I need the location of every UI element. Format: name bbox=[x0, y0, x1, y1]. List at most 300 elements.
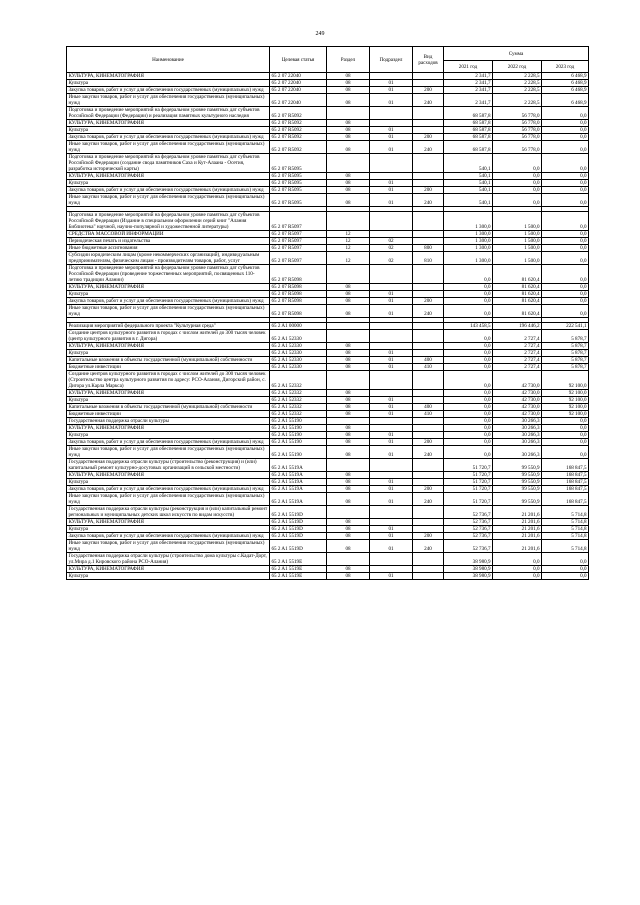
row-target-article: 65 2 07 R5098 bbox=[270, 298, 327, 305]
row-sum-2022: 81 620,4 bbox=[493, 284, 542, 291]
row-target-article: 65 2 07 R5095 bbox=[270, 194, 327, 207]
row-name: Государственная поддержка отрасли культуры bbox=[67, 418, 270, 425]
table-row bbox=[67, 350, 589, 357]
row-sum-2022: 2 727,4 bbox=[493, 357, 542, 364]
row-sum-2022: 0,0 bbox=[493, 187, 542, 194]
row-subsection: 01 bbox=[370, 134, 413, 141]
row-sum-2023: 0,0 bbox=[542, 245, 589, 252]
row-name: Закупка товаров, работ и услуг для обеспечения государственных (муниципальных) нужд bbox=[67, 187, 270, 194]
row-sum-2021: 68 587,8 bbox=[444, 120, 493, 127]
row-sum-2022: 56 778,0 bbox=[493, 107, 542, 120]
row-subsection bbox=[370, 519, 413, 526]
row-name: Иные закупки товаров, работ и услуг для обеспечения государственных (муниципальных) нужд bbox=[67, 305, 270, 318]
row-target-article: 65 2 07 22040 bbox=[270, 80, 327, 87]
row-target-article: 65 2 A1 52330 bbox=[270, 357, 327, 364]
table-row bbox=[67, 432, 589, 439]
row-sum-2022: 0,0 bbox=[493, 194, 542, 207]
row-sum-2023: 6 468,9 bbox=[542, 94, 589, 107]
table-row bbox=[67, 265, 589, 284]
row-sum-2022: 99 550,9 bbox=[493, 486, 542, 493]
row-sum-2021: 0,0 bbox=[444, 330, 493, 343]
table-row bbox=[67, 231, 589, 238]
row-subsection bbox=[370, 371, 413, 390]
row-section bbox=[327, 154, 370, 173]
row-name: Закупка товаров, работ и услуг для обеспечения государственных (муниципальных) нужд bbox=[67, 533, 270, 540]
row-sum-2023: 5 714,8 bbox=[542, 519, 589, 526]
row-sum-2023: 5 878,7 bbox=[542, 350, 589, 357]
row-section: 08 bbox=[327, 526, 370, 533]
row-expense-type bbox=[413, 212, 444, 231]
row-section: 08 bbox=[327, 397, 370, 404]
row-sum-2021: 52 736,7 bbox=[444, 533, 493, 540]
row-sum-2022: 56 778,0 bbox=[493, 134, 542, 141]
table-row bbox=[67, 127, 589, 134]
row-subsection: 01 bbox=[370, 94, 413, 107]
row-sum-2022: 30 266,3 bbox=[493, 446, 542, 459]
row-name: Иные закупки товаров, работ и услуг для обеспечения государственных (муниципальных) нужд bbox=[67, 446, 270, 459]
row-section: 08 bbox=[327, 566, 370, 573]
row-expense-type bbox=[413, 519, 444, 526]
row-sum-2022: 42 730,0 bbox=[493, 411, 542, 418]
row-sum-2022: 196 446,2 bbox=[493, 323, 542, 330]
row-name: КУЛЬТУРА, КИНЕМАТОГРАФИЯ bbox=[67, 566, 270, 573]
row-section: 08 bbox=[327, 350, 370, 357]
row-section: 08 bbox=[327, 533, 370, 540]
row-name: Подготовка и проведение мероприятий на федеральном уровне памятных дат субъектов Российской Федерации (проведение торжественных мероприятий, посвященных 110-летию традиции Алании) bbox=[67, 265, 270, 284]
row-target-article: 65 2 A1 52332 bbox=[270, 411, 327, 418]
row-sum-2022: 0,0 bbox=[493, 553, 542, 566]
row-sum-2022: 2 727,4 bbox=[493, 343, 542, 350]
row-expense-type bbox=[413, 107, 444, 120]
row-section: 08 bbox=[327, 127, 370, 134]
row-expense-type: 200 bbox=[413, 87, 444, 94]
row-sum-2021: 0,0 bbox=[444, 265, 493, 284]
row-sum-2023: 5 714,8 bbox=[542, 533, 589, 540]
row-expense-type: 240 bbox=[413, 446, 444, 459]
table-row bbox=[67, 493, 589, 506]
row-sum-2021: 38 980,9 bbox=[444, 573, 493, 580]
row-sum-2021: 0,0 bbox=[444, 291, 493, 298]
row-sum-2022: 2 727,4 bbox=[493, 330, 542, 343]
row-sum-2021: 52 736,7 bbox=[444, 540, 493, 553]
row-sum-2021: 0,0 bbox=[444, 298, 493, 305]
row-sum-2021: 2 341,7 bbox=[444, 94, 493, 107]
row-sum-2023: 0,0 bbox=[542, 446, 589, 459]
row-sum-2023: 168 847,5 bbox=[542, 479, 589, 486]
row-sum-2021: 1 300,0 bbox=[444, 212, 493, 231]
row-sum-2022: 21 201,6 bbox=[493, 506, 542, 519]
row-sum-2021: 68 587,8 bbox=[444, 127, 493, 134]
row-expense-type: 410 bbox=[413, 364, 444, 371]
table-row bbox=[67, 107, 589, 120]
row-target-article: 65 2 A1 55190 bbox=[270, 418, 327, 425]
row-target-article: 65 2 A1 00000 bbox=[270, 323, 327, 330]
row-name: Государственная поддержка отрасли культуры (строительство (реконструкция) и (или) капитальный ремонт культурно-досуговых организаций в сельской местности) bbox=[67, 459, 270, 472]
row-subsection: 01 bbox=[370, 298, 413, 305]
row-target-article: 65 2 A1 5519A bbox=[270, 459, 327, 472]
row-subsection bbox=[370, 73, 413, 80]
row-name: КУЛЬТУРА, КИНЕМАТОГРАФИЯ bbox=[67, 425, 270, 432]
row-section: 08 bbox=[327, 187, 370, 194]
row-name: Бюджетные инвестиции bbox=[67, 411, 270, 418]
row-target-article: 65 2 A1 5519D bbox=[270, 533, 327, 540]
row-expense-type bbox=[413, 120, 444, 127]
row-target-article: 65 2 A1 52330 bbox=[270, 364, 327, 371]
row-expense-type: 240 bbox=[413, 493, 444, 506]
row-name: Культура bbox=[67, 526, 270, 533]
row-section: 08 bbox=[327, 404, 370, 411]
row-sum-2023: 0,0 bbox=[542, 573, 589, 580]
table-row bbox=[67, 418, 589, 425]
row-section: 08 bbox=[327, 540, 370, 553]
row-subsection bbox=[370, 472, 413, 479]
row-target-article: 65 2 A1 55190 bbox=[270, 425, 327, 432]
row-section: 08 bbox=[327, 519, 370, 526]
table-row bbox=[67, 397, 589, 404]
row-section: 08 bbox=[327, 87, 370, 94]
row-sum-2021: 540,1 bbox=[444, 173, 493, 180]
row-section bbox=[327, 107, 370, 120]
row-target-article: 65 2 A1 5519A bbox=[270, 479, 327, 486]
row-section: 12 bbox=[327, 245, 370, 252]
row-sum-2022: 0,0 bbox=[493, 573, 542, 580]
row-name: Создание центров культурного развития в городах с числом жителей до 300 тысяч человек (Строительство центра культурного развития по адресу: РСО-Алания, Дигорский район, с. Дигора ул.Карла Маркса) bbox=[67, 371, 270, 390]
row-target-article: 65 2 A1 5519A bbox=[270, 486, 327, 493]
row-section bbox=[327, 506, 370, 519]
row-sum-2022: 21 201,6 bbox=[493, 526, 542, 533]
row-subsection: 02 bbox=[370, 238, 413, 245]
row-expense-type: 240 bbox=[413, 540, 444, 553]
row-target-article: 65 2 A1 52332 bbox=[270, 404, 327, 411]
row-subsection: 01 bbox=[370, 291, 413, 298]
row-subsection bbox=[370, 265, 413, 284]
row-sum-2021: 51 720,7 bbox=[444, 486, 493, 493]
row-expense-type: 240 bbox=[413, 94, 444, 107]
row-sum-2023: 0,0 bbox=[542, 120, 589, 127]
row-subsection: 01 bbox=[370, 526, 413, 533]
table-row bbox=[67, 540, 589, 553]
row-sum-2021: 540,1 bbox=[444, 154, 493, 173]
row-name: Закупка товаров, работ и услуг для обеспечения государственных (муниципальных) нужд bbox=[67, 134, 270, 141]
row-section: 08 bbox=[327, 298, 370, 305]
row-target-article: 65 2 07 R5097 bbox=[270, 238, 327, 245]
row-name: Реализация мероприятий федерального проекта "Культурная среда" bbox=[67, 323, 270, 330]
table-row bbox=[67, 459, 589, 472]
row-sum-2022: 2 228,5 bbox=[493, 73, 542, 80]
row-expense-type: 240 bbox=[413, 194, 444, 207]
row-sum-2023: 0,0 bbox=[542, 265, 589, 284]
table-row bbox=[67, 371, 589, 390]
row-sum-2023: 0,0 bbox=[542, 141, 589, 154]
row-sum-2022: 0,0 bbox=[493, 180, 542, 187]
row-section: 12 bbox=[327, 238, 370, 245]
row-sum-2023: 92 100,0 bbox=[542, 404, 589, 411]
header-year-2023: 2023 год bbox=[542, 61, 589, 73]
row-subsection: 01 bbox=[370, 180, 413, 187]
row-expense-type bbox=[413, 238, 444, 245]
row-sum-2023: 5 878,7 bbox=[542, 343, 589, 350]
row-expense-type bbox=[413, 284, 444, 291]
row-sum-2023: 5 878,7 bbox=[542, 330, 589, 343]
table-row bbox=[67, 323, 589, 330]
row-expense-type bbox=[413, 425, 444, 432]
row-sum-2023: 168 847,5 bbox=[542, 459, 589, 472]
row-sum-2023: 0,0 bbox=[542, 291, 589, 298]
row-name: Иные закупки товаров, работ и услуг для обеспечения государственных (муниципальных) нужд bbox=[67, 493, 270, 506]
row-subsection bbox=[370, 506, 413, 519]
row-sum-2022: 1 500,0 bbox=[493, 245, 542, 252]
row-name: КУЛЬТУРА, КИНЕМАТОГРАФИЯ bbox=[67, 284, 270, 291]
row-sum-2022: 42 730,0 bbox=[493, 390, 542, 397]
row-section: 08 bbox=[327, 486, 370, 493]
row-expense-type: 400 bbox=[413, 357, 444, 364]
row-section: 08 bbox=[327, 291, 370, 298]
row-section: 08 bbox=[327, 472, 370, 479]
row-subsection bbox=[370, 330, 413, 343]
row-name: Культура bbox=[67, 80, 270, 87]
table-row bbox=[67, 187, 589, 194]
row-section: 08 bbox=[327, 432, 370, 439]
row-subsection bbox=[370, 418, 413, 425]
row-target-article: 65 2 07 R5095 bbox=[270, 154, 327, 173]
row-section bbox=[327, 212, 370, 231]
table-row bbox=[67, 506, 589, 519]
row-target-article: 65 2 07 R5098 bbox=[270, 265, 327, 284]
row-expense-type bbox=[413, 506, 444, 519]
row-sum-2022: 56 778,0 bbox=[493, 127, 542, 134]
row-sum-2022: 2 228,5 bbox=[493, 80, 542, 87]
header-expense-type: Вид расходов bbox=[413, 47, 444, 73]
row-sum-2022: 1 500,0 bbox=[493, 231, 542, 238]
row-name: Создание центров культурного развития в городах с числом жителей до 300 тысяч человек (центр культурного развития в г. Дигора) bbox=[67, 330, 270, 343]
table-body bbox=[67, 73, 589, 580]
row-section: 08 bbox=[327, 357, 370, 364]
row-target-article: 65 2 A1 5519A bbox=[270, 493, 327, 506]
row-sum-2021: 0,0 bbox=[444, 425, 493, 432]
row-target-article: 65 2 07 R5097 bbox=[270, 245, 327, 252]
table-row bbox=[67, 364, 589, 371]
row-subsection bbox=[370, 231, 413, 238]
row-sum-2023: 92 100,0 bbox=[542, 390, 589, 397]
row-sum-2021: 0,0 bbox=[444, 343, 493, 350]
row-target-article: 65 2 07 R5092 bbox=[270, 134, 327, 141]
table-row bbox=[67, 94, 589, 107]
row-sum-2023: 5 878,7 bbox=[542, 364, 589, 371]
row-sum-2021: 2 341,7 bbox=[444, 80, 493, 87]
row-sum-2021: 52 736,7 bbox=[444, 526, 493, 533]
header-subsection: Подраздел bbox=[370, 47, 413, 73]
row-target-article: 65 2 A1 5519E bbox=[270, 573, 327, 580]
row-sum-2023: 0,0 bbox=[542, 439, 589, 446]
row-name: Закупка товаров, работ и услуг для обеспечения государственных (муниципальных) нужд bbox=[67, 486, 270, 493]
row-section: 08 bbox=[327, 141, 370, 154]
row-sum-2023: 168 847,5 bbox=[542, 493, 589, 506]
row-expense-type: 200 bbox=[413, 439, 444, 446]
row-name: Культура bbox=[67, 573, 270, 580]
row-name: Государственная поддержка отрасли культуры (реконструкция и (или) капитальный ремонт региональных и муниципальных детских школ искусств по видам искусств) bbox=[67, 506, 270, 519]
row-subsection bbox=[370, 553, 413, 566]
row-expense-type bbox=[413, 231, 444, 238]
header-section: Раздел bbox=[327, 47, 370, 73]
row-name: КУЛЬТУРА, КИНЕМАТОГРАФИЯ bbox=[67, 120, 270, 127]
row-expense-type bbox=[413, 154, 444, 173]
row-name: Иные закупки товаров, работ и услуг для обеспечения государственных (муниципальных) нужд bbox=[67, 94, 270, 107]
row-subsection: 01 bbox=[370, 493, 413, 506]
row-section bbox=[327, 330, 370, 343]
row-name: КУЛЬТУРА, КИНЕМАТОГРАФИЯ bbox=[67, 73, 270, 80]
row-section: 08 bbox=[327, 94, 370, 107]
row-section: 08 bbox=[327, 120, 370, 127]
budget-table bbox=[66, 46, 589, 580]
row-sum-2021: 0,0 bbox=[444, 357, 493, 364]
row-target-article: 65 2 A1 52330 bbox=[270, 343, 327, 350]
row-sum-2023: 6 468,9 bbox=[542, 80, 589, 87]
row-sum-2022: 2 727,4 bbox=[493, 364, 542, 371]
row-sum-2022: 99 550,9 bbox=[493, 472, 542, 479]
row-subsection: 01 bbox=[370, 486, 413, 493]
row-subsection: 01 bbox=[370, 540, 413, 553]
page-number: 249 bbox=[315, 31, 325, 37]
row-expense-type: 800 bbox=[413, 245, 444, 252]
row-name: Культура bbox=[67, 127, 270, 134]
row-sum-2021: 68 587,8 bbox=[444, 107, 493, 120]
row-expense-type: 410 bbox=[413, 411, 444, 418]
row-section: 08 bbox=[327, 446, 370, 459]
row-sum-2023: 0,0 bbox=[542, 425, 589, 432]
row-sum-2021: 0,0 bbox=[444, 371, 493, 390]
row-sum-2023: 0,0 bbox=[542, 127, 589, 134]
row-subsection: 01 bbox=[370, 439, 413, 446]
row-subsection bbox=[370, 284, 413, 291]
row-sum-2021: 0,0 bbox=[444, 305, 493, 318]
table-row bbox=[67, 472, 589, 479]
table-row bbox=[67, 404, 589, 411]
row-target-article: 65 2 07 R5092 bbox=[270, 141, 327, 154]
row-expense-type bbox=[413, 73, 444, 80]
row-sum-2023: 0,0 bbox=[542, 418, 589, 425]
row-sum-2022: 21 201,6 bbox=[493, 519, 542, 526]
row-expense-type bbox=[413, 418, 444, 425]
row-target-article: 65 2 07 22040 bbox=[270, 73, 327, 80]
row-subsection bbox=[370, 459, 413, 472]
header-year-2021: 2021 год bbox=[444, 61, 493, 73]
row-sum-2022: 30 266,3 bbox=[493, 439, 542, 446]
row-section bbox=[327, 323, 370, 330]
table-row bbox=[67, 357, 589, 364]
row-subsection: 01 bbox=[370, 87, 413, 94]
row-subsection: 01 bbox=[370, 411, 413, 418]
row-expense-type: 200 bbox=[413, 187, 444, 194]
row-name: Государственная поддержка отрасли культуры (строительство дома культуры с.Кадат-Дорт, ул.Мира д.1 Кировского района РСО-Алания) bbox=[67, 553, 270, 566]
row-sum-2021: 0,0 bbox=[444, 411, 493, 418]
row-sum-2021: 0,0 bbox=[444, 350, 493, 357]
row-sum-2021: 1 300,0 bbox=[444, 231, 493, 238]
table-row bbox=[67, 425, 589, 432]
row-section: 12 bbox=[327, 252, 370, 265]
row-subsection bbox=[370, 390, 413, 397]
row-subsection: 01 bbox=[370, 357, 413, 364]
row-subsection bbox=[370, 107, 413, 120]
header-target-article: Целевая статья bbox=[270, 47, 327, 73]
row-sum-2022: 42 730,0 bbox=[493, 371, 542, 390]
table-row bbox=[67, 80, 589, 87]
row-expense-type bbox=[413, 397, 444, 404]
row-sum-2022: 81 620,4 bbox=[493, 305, 542, 318]
row-expense-type: 400 bbox=[413, 404, 444, 411]
row-sum-2023: 0,0 bbox=[542, 553, 589, 566]
row-target-article: 65 2 A1 5519D bbox=[270, 519, 327, 526]
row-target-article: 65 2 07 R5095 bbox=[270, 180, 327, 187]
row-sum-2022: 30 266,3 bbox=[493, 418, 542, 425]
row-name: Культура bbox=[67, 432, 270, 439]
row-target-article: 65 2 A1 55190 bbox=[270, 439, 327, 446]
row-target-article: 65 2 07 R5097 bbox=[270, 231, 327, 238]
row-sum-2023: 92 100,0 bbox=[542, 411, 589, 418]
row-subsection bbox=[370, 212, 413, 231]
row-target-article: 65 2 A1 5519A bbox=[270, 472, 327, 479]
row-expense-type bbox=[413, 343, 444, 350]
row-section bbox=[327, 371, 370, 390]
row-sum-2021: 0,0 bbox=[444, 446, 493, 459]
row-name: КУЛЬТУРА, КИНЕМАТОГРАФИЯ bbox=[67, 390, 270, 397]
table-row bbox=[67, 305, 589, 318]
row-section: 08 bbox=[327, 390, 370, 397]
row-name: Бюджетные инвестиции bbox=[67, 364, 270, 371]
row-expense-type: 200 bbox=[413, 134, 444, 141]
row-sum-2022: 30 266,3 bbox=[493, 432, 542, 439]
row-name: Иные закупки товаров, работ и услуг для обеспечения государственных (муниципальных) нужд bbox=[67, 540, 270, 553]
row-expense-type bbox=[413, 479, 444, 486]
row-name: Иные закупки товаров, работ и услуг для обеспечения государственных (муниципальных) нужд bbox=[67, 194, 270, 207]
row-expense-type bbox=[413, 472, 444, 479]
row-sum-2022: 42 730,0 bbox=[493, 404, 542, 411]
row-sum-2021: 52 736,7 bbox=[444, 519, 493, 526]
row-sum-2021: 51 720,7 bbox=[444, 472, 493, 479]
table-row bbox=[67, 330, 589, 343]
table-row bbox=[67, 526, 589, 533]
row-sum-2022: 81 620,4 bbox=[493, 298, 542, 305]
row-name: Культура bbox=[67, 350, 270, 357]
table-row bbox=[67, 479, 589, 486]
row-section: 08 bbox=[327, 364, 370, 371]
table-row bbox=[67, 553, 589, 566]
row-sum-2022: 0,0 bbox=[493, 154, 542, 173]
row-section: 08 bbox=[327, 180, 370, 187]
table-row bbox=[67, 87, 589, 94]
row-name: КУЛЬТУРА, КИНЕМАТОГРАФИЯ bbox=[67, 343, 270, 350]
row-sum-2022: 81 620,4 bbox=[493, 265, 542, 284]
row-expense-type bbox=[413, 553, 444, 566]
row-sum-2021: 0,0 bbox=[444, 432, 493, 439]
row-sum-2021: 68 587,8 bbox=[444, 141, 493, 154]
row-target-article: 65 2 A1 5519D bbox=[270, 540, 327, 553]
row-sum-2023: 0,0 bbox=[542, 566, 589, 573]
row-target-article: 65 2 A1 5519D bbox=[270, 526, 327, 533]
row-target-article: 65 2 A1 5519E bbox=[270, 566, 327, 573]
table-row bbox=[67, 120, 589, 127]
row-subsection: 01 bbox=[370, 533, 413, 540]
table-row bbox=[67, 173, 589, 180]
row-expense-type bbox=[413, 459, 444, 472]
row-section: 08 bbox=[327, 73, 370, 80]
row-sum-2023: 92 100,0 bbox=[542, 371, 589, 390]
row-subsection bbox=[370, 425, 413, 432]
row-expense-type bbox=[413, 173, 444, 180]
row-sum-2021: 51 720,7 bbox=[444, 479, 493, 486]
row-section: 08 bbox=[327, 343, 370, 350]
row-section bbox=[327, 553, 370, 566]
row-subsection bbox=[370, 173, 413, 180]
